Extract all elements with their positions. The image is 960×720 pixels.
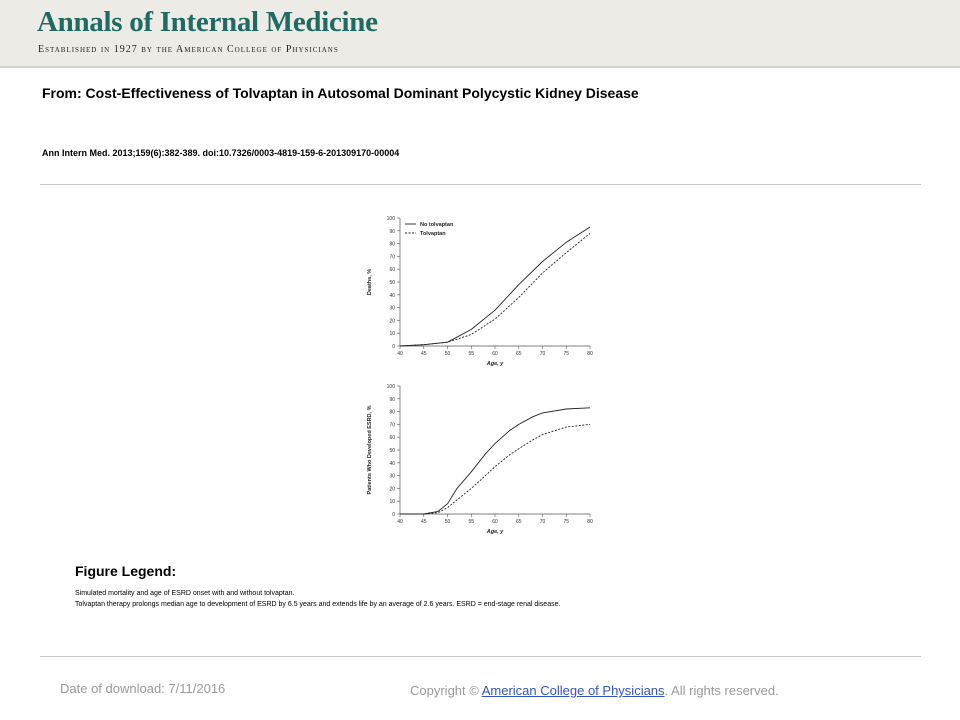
chart2-series-no-tolvaptan [400,408,590,514]
chart1-x-tick-label: 60 [492,351,498,357]
journal-tagline: Established in 1927 by the American College of Physicians [38,44,339,55]
chart1-x-tick-label: 55 [468,351,475,357]
chart1-x-tick-label: 70 [539,351,546,357]
chart1-x-tick-label: 80 [587,351,593,357]
chart2-y-tick-label: 100 [386,384,395,390]
chart2-y-tick-label: 20 [389,486,395,493]
chart2-y-axis-label: Patients Who Developed ESRD, % [367,405,373,495]
chart1-x-tick-label: 50 [444,351,451,357]
copyright-suffix: . All rights reserved. [664,683,779,698]
chart1-x-axis-label: Age, y [486,361,504,367]
chart1-y-tick-label: 40 [389,292,395,299]
figure-legend-line-1: Simulated mortality and age of ESRD onset with and without tolvaptan. [75,590,295,597]
copyright-prefix: Copyright © [410,683,482,698]
chart1-series-no-tolvaptan [400,227,590,346]
chart2-y-tick-label: 10 [389,499,395,506]
chart1-x-tick-label: 40 [397,351,403,357]
chart1-y-axis-label: Deaths, % [367,268,373,296]
bottom-divider [40,656,921,657]
journal-logo: Annals of Internal Medicine [37,6,378,38]
chart2-x-tick-label: 80 [587,519,593,525]
chart1-y-tick-label: 50 [389,280,395,286]
chart2-series-tolvaptan [400,424,590,514]
figure [360,210,610,550]
chart2-y-tick-label: 90 [389,396,395,403]
chart1-y-tick-label: 70 [389,254,395,261]
download-date: Date of download: 7/11/2016 [60,681,226,696]
article-citation: Ann Intern Med. 2013;159(6):382-389. doi:10.7326/0003-4819-159-6-201309170-00004 [42,148,400,158]
chart1-x-tick-label: 65 [515,351,522,357]
chart1-x-tick-label: 45 [420,351,427,357]
publisher-link[interactable]: American College of Physicians [481,683,665,698]
chart2-y-tick-label: 0 [392,512,395,518]
chart2-x-tick-label: 55 [468,519,475,525]
chart2-y-tick-label: 80 [389,409,395,416]
top-divider [40,184,921,185]
masthead-divider [0,66,960,68]
chart1-legend-label: No tolvaptan [420,222,454,228]
chart2-x-tick-label: 70 [539,519,546,525]
journal-masthead [0,0,960,66]
chart2-x-tick-label: 75 [563,519,570,525]
chart2-y-tick-label: 30 [389,473,395,480]
chart2-x-tick-label: 40 [397,519,403,525]
chart1-y-tick-label: 90 [389,228,395,235]
chart1-series-tolvaptan [400,233,590,346]
chart1-y-tick-label: 0 [392,344,395,350]
copyright-notice [410,683,779,698]
figure-charts [360,210,610,550]
chart2-y-tick-label: 40 [389,460,395,467]
chart1-y-tick-label: 20 [389,318,395,325]
chart2-y-tick-label: 60 [389,435,395,442]
chart2-x-axis-label: Age, y [486,529,504,535]
figure-legend-heading: Figure Legend: [75,563,177,579]
chart2-y-tick-label: 50 [389,448,395,454]
chart1-y-tick-label: 100 [386,216,395,222]
chart2-x-tick-label: 50 [444,519,451,525]
chart1-y-tick-label: 60 [389,267,395,274]
figure-legend-line-2: Tolvaptan therapy prolongs median age to development of ESRD by 6.5 years and extends life by an average of 2.6 years. ESRD = end-stage renal disease. [75,601,561,608]
chart2-y-tick-label: 70 [389,422,395,429]
article-title: From: Cost-Effectiveness of Tolvaptan in Autosomal Dominant Polycystic Kidney Disease [42,85,639,101]
chart1-x-tick-label: 75 [563,351,570,357]
chart1-y-tick-label: 30 [389,305,395,312]
chart1-y-tick-label: 80 [389,241,395,248]
chart1-y-tick-label: 10 [389,331,395,338]
chart1-legend-label: Tolvaptan [420,231,446,237]
chart2-x-tick-label: 60 [492,519,498,525]
chart2-x-tick-label: 65 [515,519,522,525]
chart2-x-tick-label: 45 [420,519,427,525]
